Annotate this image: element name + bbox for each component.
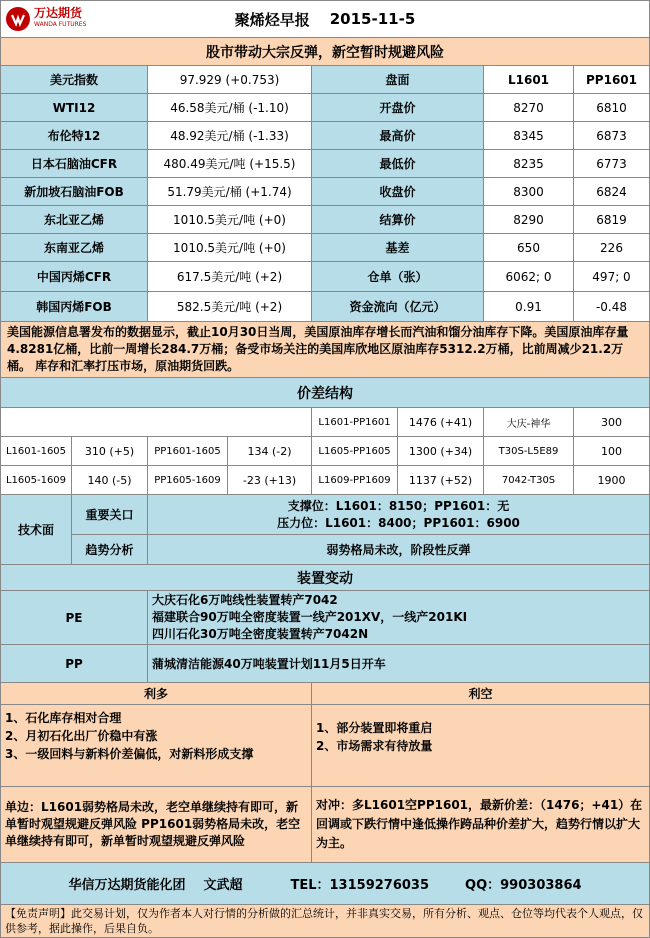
indicator-name: 布伦特12 [0,122,148,150]
indicator-value: 480.49美元/吨 (+15.5) [148,150,312,178]
pp-label: PP [0,645,148,683]
pe-change-item: 四川石化30万吨全密度装置转产7042N [152,627,369,641]
indicator-name: 东北亚乙烯 [0,206,148,234]
trend-analysis: 弱势格局未改，阶段性反弹 [148,535,650,565]
spread-value: 300 [574,408,650,437]
futures-label: 最低价 [312,150,484,178]
indicator-name: 韩国丙烯FOB [0,292,148,322]
spread-label: 大庆-神华 [484,408,574,437]
device-title: 装置变动 [0,565,650,591]
indicator-name: 东南亚乙烯 [0,234,148,262]
market-row [0,262,650,292]
spread-label: L1609-PP1609 [312,466,398,495]
spread-label: L1601-1605 [0,437,72,466]
indicator-value: 1010.5美元/吨 (+0) [148,206,312,234]
spread-value: 134 (-2) [228,437,312,466]
l1601-value: 650 [484,234,574,262]
pp1601-value: PP1601 [574,66,650,94]
indicator-value: 46.58美元/桶 (-1.10) [148,94,312,122]
bull-factor-item: 1、石化库存相对合理 [5,711,122,725]
bull-factor-item: 2、月初石化出厂价稳中有涨 [5,729,158,743]
bull-title: 利多 [0,683,312,705]
contact-name: 文武超 [203,878,243,893]
pe-change-item: 大庆石化6万吨线性装置转产7042 [152,593,338,607]
spread-label: T30S-L5E89 [484,437,574,466]
indicator-name: 中国丙烯CFR [0,262,148,292]
spread-empty-cell [0,408,312,437]
pp1601-value: 6873 [574,122,650,150]
pp1601-value: 6819 [574,206,650,234]
bear-factor-item: 2、市场需求有待放量 [316,739,433,753]
indicator-value: 1010.5美元/吨 (+0) [148,234,312,262]
l1601-value: 0.91 [484,292,574,322]
pp1601-value: 6773 [574,150,650,178]
logo-icon [5,6,31,32]
indicator-name: 新加坡石脑油FOB [0,178,148,206]
spread-title: 价差结构 [0,378,650,408]
indicator-name: 日本石脑油CFR [0,150,148,178]
bear-factors [312,705,650,787]
spread-value: 1300 (+34) [398,437,484,466]
spread-label: PP1605-1609 [148,466,228,495]
company-logo [1,1,97,37]
pp1601-value: -0.48 [574,292,650,322]
pe-label: PE [0,591,148,645]
contact-qq: QQ：990303864 [465,878,582,893]
spread-label: 7042-T30S [484,466,574,495]
logo-text-en: WANDA FUTURES [34,21,87,28]
spread-value: 1137 (+52) [398,466,484,495]
market-row [0,178,650,206]
news-summary: 美国能源信息署发布的数据显示，截止10月30日当周，美国原油库存增长而汽油和馏分油库存下降。美国原油库存量4.8281亿桶，比前一周增长284.7万桶；备受市场关注的美国库欣地区原油库存5312.2万桶，比前周减少21.2万桶。 库存和汇率打压市场，原油期货回跌。 [0,322,650,378]
l1601-value: 8235 [484,150,574,178]
market-row [0,206,650,234]
pp1601-value: 497; 0 [574,262,650,292]
futures-label: 基差 [312,234,484,262]
support-level: 支撑位：L1601：8150；PP1601：无 [287,498,510,513]
futures-label: 收盘价 [312,178,484,206]
contact-company: 华信万达期货能化团 [68,878,186,893]
indicator-value: 617.5美元/吨 (+2) [148,262,312,292]
market-row [0,94,650,122]
spread-value: 100 [574,437,650,466]
spread-label: L1605-1609 [0,466,72,495]
l1601-value: 8300 [484,178,574,206]
report-header [0,0,650,38]
tech-section [0,495,650,565]
futures-label: 盘面 [312,66,484,94]
futures-label: 资金流向（亿元） [312,292,484,322]
spread-label: L1605-PP1605 [312,437,398,466]
trend-label: 趋势分析 [72,535,148,565]
indicator-value: 97.929 (+0.753) [148,66,312,94]
bull-factors [0,705,312,787]
futures-label: 仓单（张） [312,262,484,292]
indicator-name: 美元指数 [0,66,148,94]
spread-label: L1601-PP1601 [312,408,398,437]
report-date: 2015-11-5 [329,10,416,28]
market-row [0,66,650,94]
resistance-level: 压力位：L1601：8400；PP1601：6900 [277,515,520,530]
pp-device-change: 蒲城清洁能源40万吨装置计划11月5日开车 [148,645,650,683]
market-row [0,292,650,322]
pp1601-value: 6824 [574,178,650,206]
pe-device-changes [148,591,650,645]
report-title: 聚烯烃早报 [234,10,310,29]
key-level-label: 重要关口 [72,495,148,535]
market-row [0,150,650,178]
pp1601-value: 6810 [574,94,650,122]
market-row [0,122,650,150]
futures-label: 最高价 [312,122,484,150]
spread-value: 1476 (+41) [398,408,484,437]
futures-label: 结算价 [312,206,484,234]
hedge-strategy: 对冲：多L1601空PP1601，最新价差：（1476；+41）在回调或下跌行情中逢低操作跨品种价差扩大，趋势行情以扩大为主。 [312,787,650,863]
spread-value: 140 (-5) [72,466,148,495]
bear-factor-item: 1、部分装置即将重启 [316,721,433,735]
l1601-value: 6062; 0 [484,262,574,292]
contact-phone: TEL：13159276035 [290,878,430,893]
l1601-value: 8290 [484,206,574,234]
single-side-strategy: 单边：L1601弱势格局未改，老空单继续持有即可，新单暂时观望规避反弹风险 PP1601弱势格局未改，老空单继续持有即可，新单暂时观望规避反弹风险 [0,787,312,863]
spread-value: 310 (+5) [72,437,148,466]
pe-change-item: 福建联合90万吨全密度装置一线产201XV，一线产201KI [152,610,468,624]
market-row [0,234,650,262]
futures-label: 开盘价 [312,94,484,122]
indicator-value: 51.79美元/桶 (+1.74) [148,178,312,206]
indicator-name: WTI12 [0,94,148,122]
pp1601-value: 226 [574,234,650,262]
l1601-value: L1601 [484,66,574,94]
bear-title: 利空 [312,683,650,705]
indicator-value: 48.92美元/桶 (-1.33) [148,122,312,150]
logo-text-cn: 万达期货 [34,6,83,20]
contact-bar [0,863,650,905]
tech-label: 技术面 [0,495,72,565]
spread-value: 1900 [574,466,650,495]
l1601-value: 8345 [484,122,574,150]
spread-label: PP1601-1605 [148,437,228,466]
headline: 股市带动大宗反弹，新空暂时规避风险 [0,38,650,66]
bull-factor-item: 3、一级回料与新料价差偏低，对新料形成支撑 [5,747,254,761]
disclaimer: 【免责声明】此交易计划，仅为作者本人对行情的分析做的汇总统计，并非真实交易，所有分析、观点、仓位等均代表个人观点，仅供参考，据此操作，后果自负。 [0,905,650,938]
indicator-value: 582.5美元/吨 (+2) [148,292,312,322]
spread-value: -23 (+13) [228,466,312,495]
l1601-value: 8270 [484,94,574,122]
